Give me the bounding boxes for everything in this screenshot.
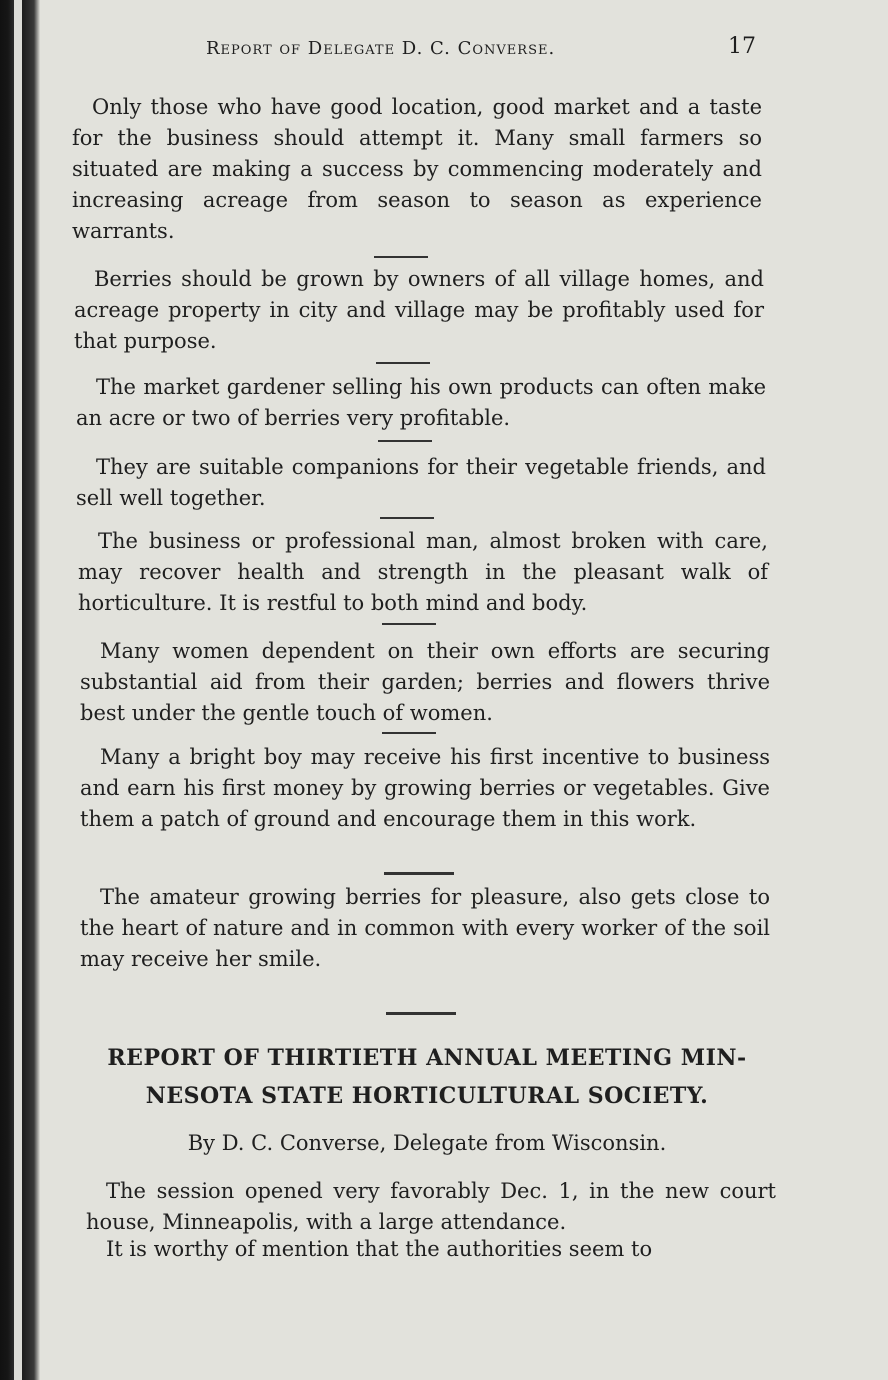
section-rule (380, 517, 434, 519)
paragraph-professional-man: The business or professional man, almost broken with care, may recover health and strength in the pleasant walk of horticulture. It is restful to both mind and body. (78, 529, 768, 615)
report-title-line1: REPORT OF THIRTIETH ANNUAL MEETING MIN- (107, 1045, 747, 1071)
report-title-line2: NESOTA STATE HORTICULTURAL SOCIETY. (145, 1083, 709, 1109)
page-header (40, 34, 888, 64)
paragraph-women: Many women dependent on their own efforts are securing substantial aid from their garden; berries and flowers thrive best under the gentle touch of women. (80, 639, 770, 725)
book-page (40, 0, 888, 1380)
section-rule (378, 440, 432, 442)
running-head: Report of Delegate D. C. Converse. (206, 38, 556, 59)
section-rule (382, 623, 436, 625)
paragraph-location: Only those who have good location, good market and a taste for the business should attempt it. Many small farmers so situated are making a success by commencing moderately and increasing acreage from season to season as experience warrants. (72, 95, 762, 243)
paragraph-market-gardener: The market gardener selling his own products can often make an acre or two of berries very profitable. (76, 375, 766, 430)
paragraph-village-homes: Berries should be grown by owners of all village homes, and acreage property in city and village may be profitably used for that purpose. (74, 267, 764, 353)
paragraph-session-opened: The session opened very favorably Dec. 1, in the new court house, Minneapolis, with a large attendance. (86, 1179, 776, 1234)
section-rule (382, 732, 436, 734)
paragraph-amateur: The amateur growing berries for pleasure, also gets close to the heart of nature and in common with every worker of the soil may receive her smile. (80, 885, 770, 971)
paragraph-companions: They are suitable companions for their vegetable friends, and sell well together. (76, 455, 766, 510)
section-rule (374, 256, 428, 258)
paragraph-worthy-of-mention: It is worthy of mention that the authorities seem to (106, 1237, 653, 1261)
section-rule-thick (384, 872, 454, 875)
book-left-edge (0, 0, 14, 1380)
book-spine-shadow (22, 0, 40, 1380)
page-number: 17 (728, 34, 756, 59)
report-byline: By D. C. Converse, Delegate from Wisconsin. (187, 1131, 667, 1155)
section-rule (376, 362, 430, 364)
paragraph-bright-boy: Many a bright boy may receive his first incentive to business and earn his first money by growing berries or vegetables. Give them a patch of ground and encourage them in this work. (80, 745, 770, 831)
section-rule-thick (386, 1012, 456, 1015)
